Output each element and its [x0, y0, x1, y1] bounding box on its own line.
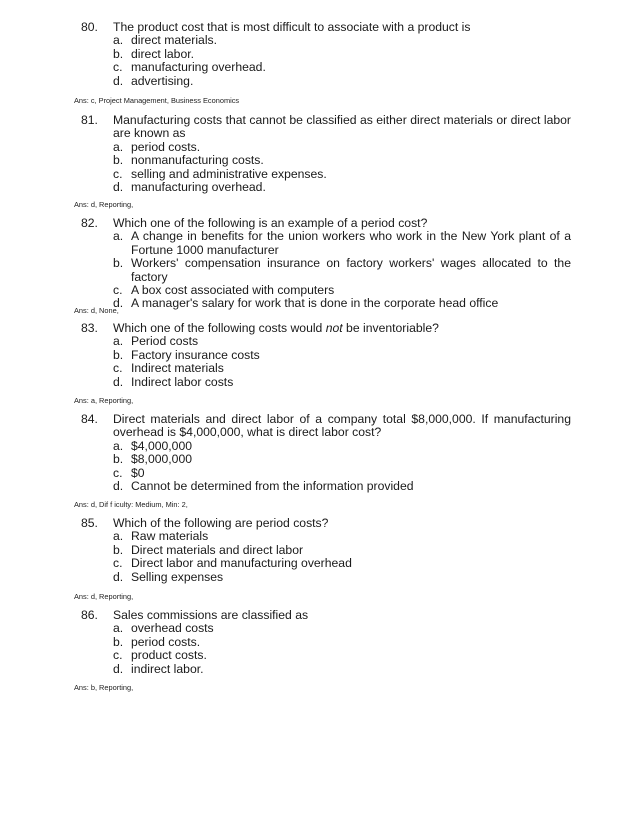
option-letter: d. — [113, 479, 124, 494]
option-letter: d. — [113, 661, 124, 676]
question-block — [0, 322, 638, 389]
answer-key: Ans: c, Project Management, Business Economics — [74, 96, 240, 105]
question-text-emphasis: not — [325, 321, 343, 335]
question-stem — [0, 21, 638, 34]
question-text — [113, 322, 571, 335]
option-letter: d. — [113, 180, 124, 195]
answer-option — [0, 480, 638, 493]
answer-option — [0, 467, 638, 480]
question-number: 82. — [81, 216, 98, 230]
answer-option — [0, 284, 638, 297]
answer-option — [0, 154, 638, 167]
option-text: overhead costs — [131, 621, 214, 636]
answer-option — [0, 362, 638, 375]
option-letter: b. — [113, 46, 124, 61]
question-text: Manufacturing costs that cannot be classified as either direct materials or direct labor are known as — [113, 113, 571, 141]
question-block — [0, 217, 638, 311]
answer-option — [0, 453, 638, 466]
option-text: direct labor. — [131, 46, 195, 61]
question-number: 81. — [81, 113, 98, 127]
question-text: Direct materials and direct labor of a company total $8,000,000. If manufacturing overhead is $4,000,000, what is direct labor cost? — [113, 412, 571, 440]
option-text: Factory insurance costs — [131, 347, 260, 362]
question-stem — [0, 114, 638, 141]
option-text: Cannot be determined from the information provided — [131, 479, 414, 494]
option-letter: b. — [113, 153, 124, 168]
option-letter: b. — [113, 634, 124, 649]
answer-option — [0, 181, 638, 194]
question-text: Which of the following are period costs? — [113, 516, 329, 530]
question-number: 84. — [81, 412, 98, 426]
option-text: manufacturing overhead. — [131, 60, 266, 75]
question-block — [0, 517, 638, 584]
answer-option — [0, 48, 638, 61]
option-letter: a. — [113, 139, 124, 154]
answer-option — [0, 349, 638, 362]
option-text: Raw materials — [131, 529, 209, 544]
answer-option — [0, 141, 638, 154]
question-number: 85. — [81, 516, 98, 530]
answer-key: Ans: d, None, — [74, 306, 119, 315]
question-stem — [0, 217, 638, 230]
option-text: Direct materials and direct labor — [131, 542, 304, 557]
option-letter: b. — [113, 256, 124, 271]
option-letter: a. — [113, 438, 124, 453]
answer-option — [0, 34, 638, 47]
option-letter: c. — [113, 166, 123, 181]
option-text: direct materials. — [131, 33, 218, 48]
option-letter: c. — [113, 283, 123, 298]
question-block — [0, 413, 638, 493]
answer-option — [0, 257, 638, 284]
option-letter: d. — [113, 73, 124, 88]
answer-option — [0, 530, 638, 543]
option-letter: b. — [113, 542, 124, 557]
question-stem — [0, 413, 638, 440]
answer-option — [0, 663, 638, 676]
answer-option — [0, 571, 638, 584]
option-letter: a. — [113, 529, 124, 544]
option-text: Direct labor and manufacturing overhead — [131, 556, 352, 571]
answer-key: Ans: d, Dif f iculty: Medium, Min: 2, — [74, 500, 188, 509]
answer-key: Ans: a, Reporting, — [74, 396, 134, 405]
option-text: product costs. — [131, 648, 207, 663]
answer-option — [0, 376, 638, 389]
question-stem — [0, 322, 638, 335]
option-letter: b. — [113, 347, 124, 362]
question-number: 86. — [81, 608, 98, 622]
option-text: Indirect labor costs — [131, 374, 234, 389]
option-letter: d. — [113, 374, 124, 389]
option-letter: a. — [113, 33, 124, 48]
option-text: A manager's salary for work that is done in the corporate head office — [131, 296, 499, 311]
option-text: $4,000,000 — [131, 438, 192, 453]
answer-key: Ans: d, Reporting, — [74, 592, 134, 601]
answer-option — [0, 61, 638, 74]
option-letter: c. — [113, 361, 123, 376]
answer-option — [0, 649, 638, 662]
answer-option — [0, 168, 638, 181]
answer-key: Ans: b, Reporting, — [74, 683, 134, 692]
question-text: Which one of the following is an example of a period cost? — [113, 216, 428, 230]
option-letter: a. — [113, 621, 124, 636]
option-letter: a. — [113, 334, 124, 349]
option-text: indirect labor. — [131, 661, 204, 676]
answer-option — [0, 75, 638, 88]
option-text: Period costs — [131, 334, 199, 349]
option-text: Indirect materials — [131, 361, 224, 376]
answer-option — [0, 440, 638, 453]
option-letter: c. — [113, 60, 123, 75]
option-letter: b. — [113, 452, 124, 467]
question-block — [0, 609, 638, 676]
option-letter: c. — [113, 556, 123, 571]
answer-option — [0, 335, 638, 348]
option-text: A change in benefits for the union workers who work in the New York plant of a Fortune 1000 manufacturer — [131, 229, 571, 257]
question-block — [0, 21, 638, 88]
option-letter: d. — [113, 296, 124, 311]
answer-option — [0, 622, 638, 635]
option-text: A box cost associated with computers — [131, 283, 335, 298]
option-text: selling and administrative expenses. — [131, 166, 327, 181]
question-number: 83. — [81, 321, 98, 335]
option-letter: d. — [113, 569, 124, 584]
question-text-part: be inventoriable? — [342, 321, 439, 335]
answer-key: Ans: d, Reporting, — [74, 200, 134, 209]
question-text-part: Which one of the following costs would — [113, 321, 326, 335]
option-text: $0 — [131, 465, 145, 480]
option-text: manufacturing overhead. — [131, 180, 266, 195]
option-text: period costs. — [131, 634, 201, 649]
question-text: The product cost that is most difficult to associate with a product is — [113, 20, 471, 34]
option-text: nonmanufacturing costs. — [131, 153, 264, 168]
question-stem — [0, 609, 638, 622]
option-letter: c. — [113, 648, 123, 663]
option-letter: c. — [113, 465, 123, 480]
option-text: $8,000,000 — [131, 452, 192, 467]
option-text: period costs. — [131, 139, 201, 154]
question-text: Sales commissions are classified as — [113, 608, 309, 622]
answer-option — [0, 230, 638, 257]
option-letter: a. — [113, 229, 124, 244]
question-stem — [0, 517, 638, 530]
option-text: advertising. — [131, 73, 194, 88]
question-number: 80. — [81, 20, 98, 34]
question-block — [0, 114, 638, 194]
option-text: Selling expenses — [131, 569, 224, 584]
option-text: Workers' compensation insurance on factory workers' wages allocated to the factory — [131, 256, 571, 284]
answer-option — [0, 636, 638, 649]
answer-option — [0, 544, 638, 557]
answer-option — [0, 557, 638, 570]
